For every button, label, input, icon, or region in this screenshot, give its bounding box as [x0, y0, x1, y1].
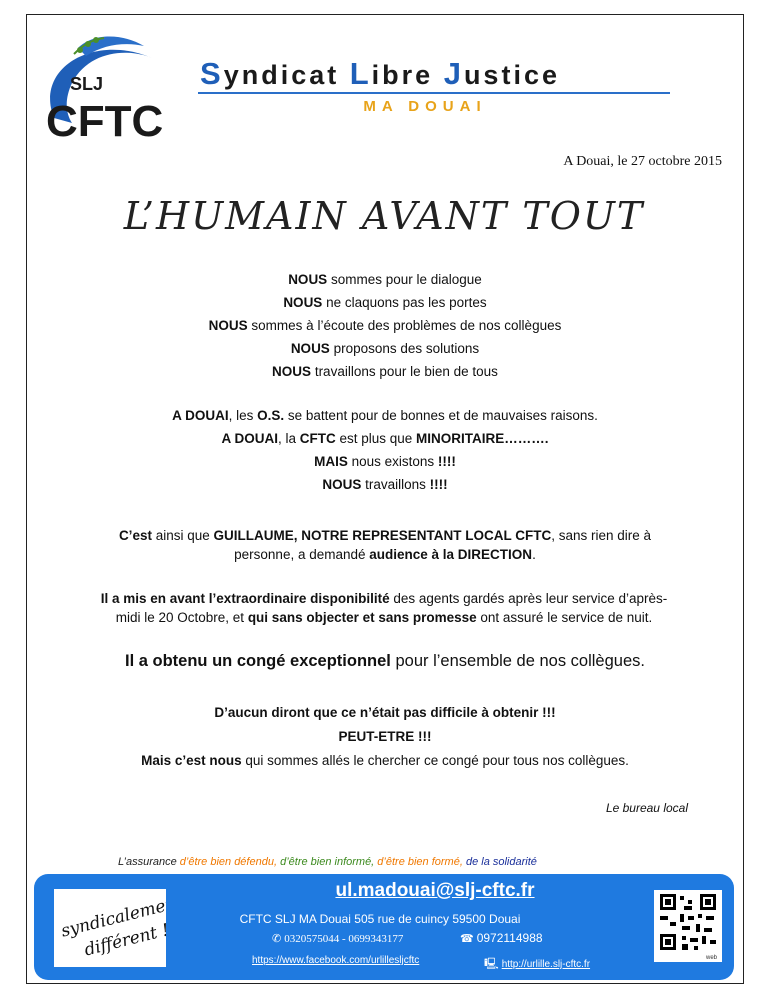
email-link[interactable]: ul.madouai@slj-cftc.fr — [335, 880, 535, 901]
douai-line-4: NOUS travaillons !!!! — [322, 477, 448, 492]
postal-address: CFTC SLJ MA Douai 505 rue de cuincy 59500 Douai — [239, 912, 521, 926]
brand-l-rest: ibre — [371, 60, 444, 90]
qr-caption: web — [706, 955, 718, 961]
paragraph-conclusion: D’aucun diront que ce n’était pas difficile à obtenir !!! PEUT-ETRE !!! Mais c’est nous qui sommes allés le chercher ce congé pour tous nos collègues. — [141, 705, 629, 768]
nous-line: NOUS ne claquons pas les portes — [283, 295, 487, 310]
website-link[interactable]: 🖳 http://urlille.slj-cftc.fr — [484, 955, 590, 974]
brand-j-rest: ustice — [463, 60, 560, 90]
qr-code[interactable] — [654, 890, 722, 962]
brand-title — [200, 56, 560, 92]
nous-line: NOUS sommes pour le dialogue — [288, 272, 482, 287]
cftc-logo — [34, 28, 192, 146]
phone-numbers: ✆ 0320575044 - 0699343177 — [272, 933, 404, 945]
brand-j: J — [443, 56, 464, 91]
paragraph-disponibilite: Il a mis en avant l’extraordinaire disponibilité des agents gardés après leur service d’après- midi le 20 Octobre, et qui sans objecter et sans promesse ont assuré le service de nuit. — [100, 591, 668, 625]
nous-list — [40, 268, 730, 383]
dateline: A Douai, le 27 octobre 2015 — [563, 154, 722, 169]
headline: L’HUMAIN AVANT TOUT — [123, 194, 645, 238]
brand-s: S — [200, 56, 224, 91]
signature: Le bureau local — [605, 801, 688, 815]
stamp-line-2: différent ! — [82, 920, 166, 961]
brand-divider — [198, 92, 670, 94]
paragraph-conge: Il a obtenu un congé exceptionnel pour l’ensemble de nos collègues. — [125, 652, 645, 670]
brand-l: L — [349, 56, 372, 91]
stamp-line-1: syndicalement — [59, 891, 166, 942]
syndicalement-stamp — [54, 889, 166, 967]
douai-line-3: MAIS nous existons !!!! — [314, 454, 456, 469]
fax-icon: ☎ — [460, 933, 474, 945]
douai-block — [40, 404, 730, 496]
nous-line: NOUS proposons des solutions — [290, 341, 480, 356]
phone-icon: ✆ — [272, 933, 282, 945]
logo-slj-text: SLJ — [70, 74, 104, 94]
douai-line-1: A DOUAI, les O.S. se battent pour de bonnes et de mauvaises raisons. — [172, 408, 598, 423]
douai-line-2: A DOUAI, la CFTC est plus que MINORITAIRE………. — [221, 431, 549, 446]
conclusion-line-2: PEUT-ETRE !!! — [338, 729, 432, 744]
computer-icon: 🖳 — [484, 958, 499, 970]
tagline: L’assurance d’être bien défendu, d’être bien informé, d’être bien formé, de la solidarité — [118, 856, 537, 868]
conclusion-line-1: D’aucun diront que ce n’était pas difficile à obtenir !!! — [214, 705, 556, 720]
nous-line: NOUS sommes à l’écoute des problèmes de nos collègues — [208, 318, 562, 333]
brand-subtitle: MA DOUAI — [363, 98, 487, 115]
fax-number: ☎ 0972114988 — [460, 931, 543, 945]
paragraph-guillaume: C’est ainsi que GUILLAUME, NOTRE REPRESENTANT LOCAL CFTC, sans rien dire à personne, a demandé audience à la DIRECTION. — [118, 528, 652, 562]
logo-cftc-text: CFTC — [46, 97, 164, 146]
brand-s-rest: yndicat — [223, 60, 350, 90]
nous-line: NOUS travaillons pour le bien de tous — [272, 364, 498, 379]
facebook-link[interactable]: https://www.facebook.com/urlilleslj​cftc — [252, 955, 420, 966]
